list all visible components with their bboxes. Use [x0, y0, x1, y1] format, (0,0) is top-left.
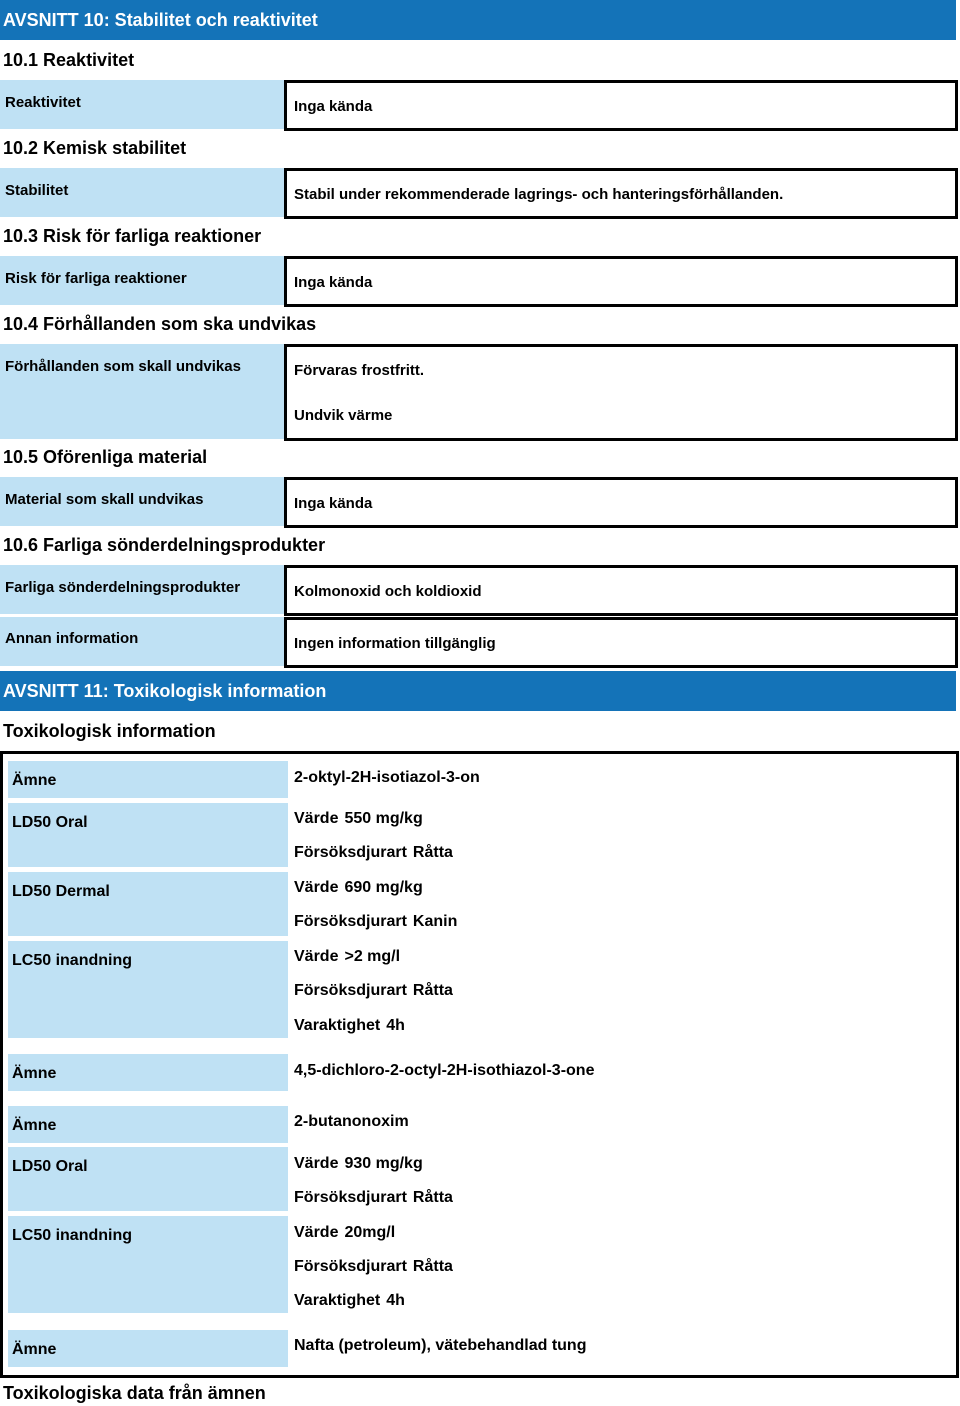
heading-10-3: 10.3 Risk för farliga reaktioner	[3, 226, 262, 246]
ld50-dermal-1-value	[294, 879, 423, 897]
label-amne-1: Ämne	[8, 761, 288, 798]
ld50-dermal-1-species	[294, 913, 457, 931]
section-10-header: AVSNITT 10: Stabilitet och reaktivitet	[0, 0, 956, 40]
value-undvik-varme: Undvik värme	[294, 407, 393, 424]
label-amne-3: Ämne	[8, 1106, 288, 1143]
heading-10-1: 10.1 Reaktivitet	[3, 50, 135, 70]
lc50-inandning-1-species-text: Råtta	[412, 982, 453, 999]
label-ld50-dermal-1: LD50 Dermal	[8, 872, 288, 936]
label-risk-farliga-reaktioner: Risk för farliga reaktioner	[0, 256, 284, 305]
duration-key: Varaktighet	[294, 1292, 381, 1309]
value-box-risk-farliga-reaktioner	[284, 256, 958, 307]
heading-10-5: 10.5 Oförenliga material	[3, 447, 208, 467]
lc50-inandning-1-species	[294, 982, 453, 1000]
value-forvaras-frostfritt: Förvaras frostfritt.	[294, 362, 425, 379]
value-key: Värde	[294, 948, 339, 965]
value-reaktivitet: Inga kända	[294, 98, 373, 115]
section-11-header: AVSNITT 11: Toxikologisk information	[0, 671, 956, 711]
lc50-inandning-1-value	[294, 948, 400, 966]
label-forhallanden: Förhållanden som skall undvikas	[0, 344, 284, 439]
heading-10-4: 10.4 Förhållanden som ska undvikas	[3, 314, 317, 334]
ld50-dermal-1-value-text: 690 mg/kg	[344, 879, 423, 896]
value-risk-farliga-reaktioner: Inga kända	[294, 274, 373, 291]
label-stabilitet: Stabilitet	[0, 168, 284, 217]
value-stabilitet: Stabil under rekommenderade lagrings- och hanteringsförhållanden.	[294, 186, 784, 203]
heading-10-6: 10.6 Farliga sönderdelningsprodukter	[3, 535, 326, 555]
substance-3-name: 2-butanonoxim	[294, 1113, 409, 1130]
ld50-oral-3-value	[294, 1155, 423, 1173]
duration-key: Varaktighet	[294, 1017, 381, 1034]
lc50-inandning-3-species-text: Råtta	[412, 1258, 453, 1275]
heading-toxikologisk-information: Toxikologisk information	[3, 721, 216, 741]
value-box-material-undvikas	[284, 477, 958, 528]
substance-2-name: 4,5-dichloro-2-octyl-2H-isothiazol-3-one	[294, 1062, 595, 1079]
value-box-forhallanden	[284, 344, 958, 441]
species-key: Försöksdjurart	[294, 844, 407, 861]
species-key: Försöksdjurart	[294, 913, 407, 930]
species-key: Försöksdjurart	[294, 982, 407, 999]
label-material-undvikas: Material som skall undvikas	[0, 477, 284, 526]
value-box-reaktivitet	[284, 80, 958, 131]
lc50-inandning-3-species	[294, 1258, 453, 1276]
label-amne-4: Ämne	[8, 1330, 288, 1367]
ld50-oral-3-species	[294, 1189, 453, 1207]
substance-1-name: 2-oktyl-2H-isotiazol-3-on	[294, 769, 480, 786]
ld50-oral-1-value-text: 550 mg/kg	[344, 810, 423, 827]
ld50-oral-3-species-text: Råtta	[412, 1189, 453, 1206]
label-lc50-inandning-1: LC50 inandning	[8, 941, 288, 1038]
label-farliga-sonderdelningsprodukter: Farliga sönderdelningsprodukter	[0, 565, 284, 614]
lc50-inandning-1-duration-text: 4h	[386, 1017, 405, 1034]
value-farliga-sonderdelningsprodukter: Kolmonoxid och koldioxid	[294, 583, 482, 600]
lc50-inandning-3-value-text: 20mg/l	[344, 1224, 396, 1241]
label-ld50-oral-1: LD50 Oral	[8, 803, 288, 867]
heading-10-2: 10.2 Kemisk stabilitet	[3, 138, 187, 158]
label-annan-information: Annan information	[0, 617, 284, 666]
lc50-inandning-3-duration-text: 4h	[386, 1292, 405, 1309]
lc50-inandning-3-value	[294, 1224, 395, 1242]
species-key: Försöksdjurart	[294, 1189, 407, 1206]
value-key: Värde	[294, 879, 339, 896]
lc50-inandning-1-duration	[294, 1017, 405, 1035]
value-key: Värde	[294, 1224, 339, 1241]
label-reaktivitet: Reaktivitet	[0, 80, 284, 129]
label-amne-2: Ämne	[8, 1054, 288, 1091]
lc50-inandning-1-value-text: >2 mg/l	[344, 948, 401, 965]
lc50-inandning-3-duration	[294, 1292, 405, 1310]
heading-toxikologiska-data: Toxikologiska data från ämnen	[3, 1383, 266, 1403]
value-material-undvikas: Inga kända	[294, 495, 373, 512]
ld50-oral-1-species	[294, 844, 453, 862]
ld50-oral-1-value	[294, 810, 423, 828]
species-key: Försöksdjurart	[294, 1258, 407, 1275]
substance-4-name: Nafta (petroleum), vätebehandlad tung	[294, 1337, 587, 1354]
value-annan-information: Ingen information tillgänglig	[294, 635, 496, 652]
label-ld50-oral-3: LD50 Oral	[8, 1147, 288, 1211]
value-key: Värde	[294, 810, 339, 827]
ld50-oral-3-value-text: 930 mg/kg	[344, 1155, 423, 1172]
value-key: Värde	[294, 1155, 339, 1172]
ld50-dermal-1-species-text: Kanin	[412, 913, 458, 930]
ld50-oral-1-species-text: Råtta	[412, 844, 453, 861]
label-lc50-inandning-3: LC50 inandning	[8, 1216, 288, 1313]
